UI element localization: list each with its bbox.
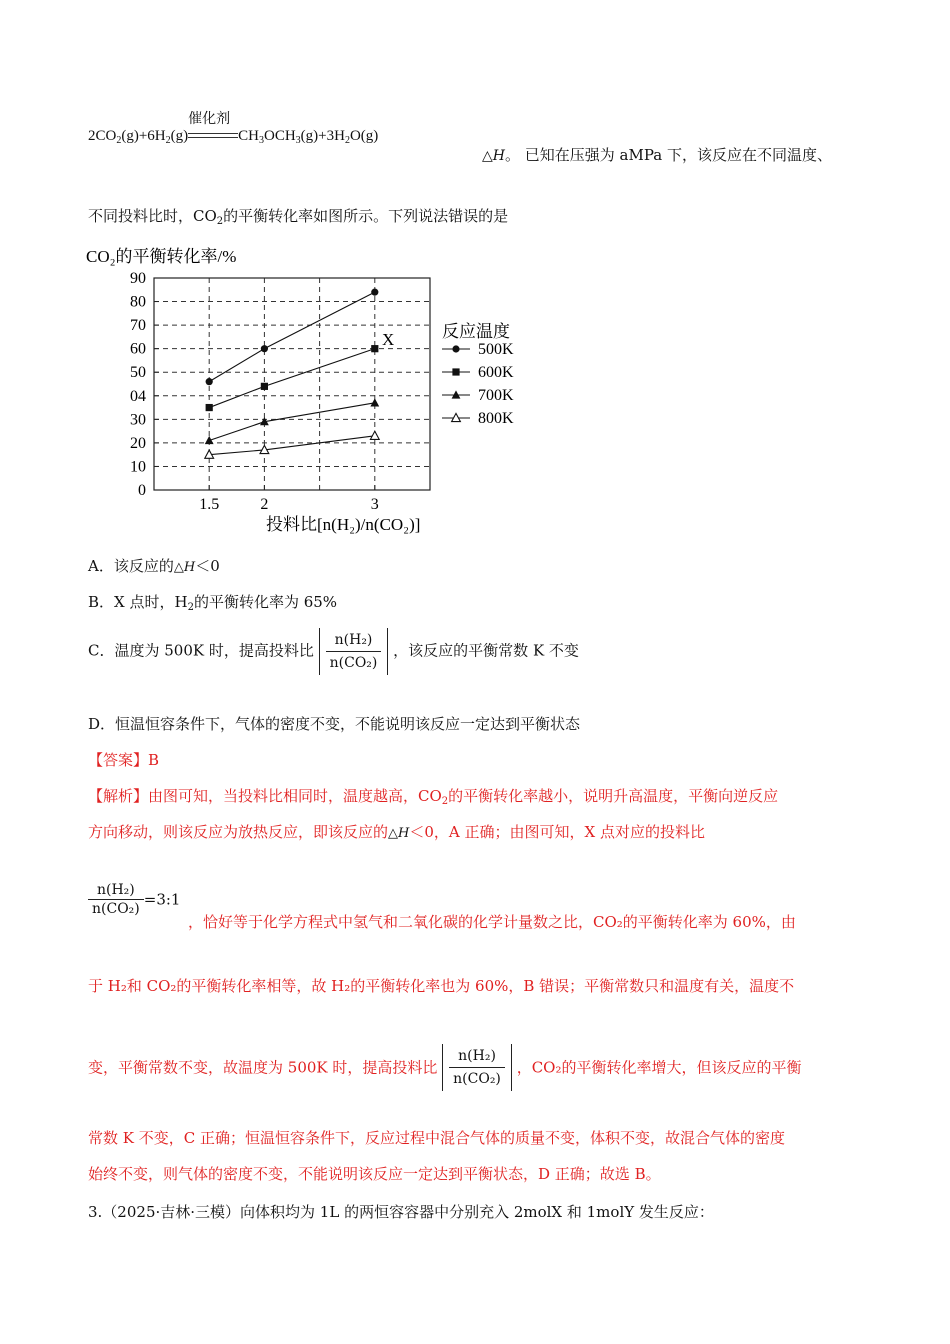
answer-value: B (148, 751, 160, 769)
data-point (452, 368, 459, 375)
legend-title: 反应温度 (442, 322, 510, 341)
analysis-text: 由图可知，当投料比相同时，温度越高，CO (148, 787, 442, 805)
intro-sub: 2 (216, 216, 224, 227)
x-tick-label: 1.5 (199, 496, 220, 513)
data-point (370, 398, 379, 406)
eq-sub: 3 (295, 135, 301, 146)
y-tick-label: 30 (130, 411, 146, 429)
analysis-line-7: 始终不变，则气体的密度不变，不能说明该反应一定达到平衡状态，D 正确；故选 B。 (88, 1165, 661, 1183)
analysis-line-2 (88, 822, 705, 844)
ratio-value: =3:1 (143, 890, 181, 909)
fraction-denominator: n(CO₂) (326, 651, 382, 673)
analysis-line-4: 于 H₂和 CO₂的平衡转化率相等，故 H₂的平衡转化率也为 60%，B 错误；平衡常数只和温度有关，温度不 (88, 977, 795, 995)
x-tick-label: 3 (370, 496, 379, 513)
legend-label: 800K (478, 410, 514, 427)
x-axis-ticks (199, 485, 379, 513)
eq-lhs: 2CO (88, 128, 117, 144)
point-annotation: X (382, 330, 395, 349)
intro-post: 的平衡转化率如图所示。下列说法错误的是 (223, 207, 509, 225)
eq-sub: 2 (344, 135, 350, 146)
fraction-numerator: n(H₂) (458, 1048, 496, 1064)
option-b-post: 的平衡转化率为 65% (193, 593, 338, 611)
chart-xlabel: 投料比[n(H₂)/n(CO₂)] (266, 515, 421, 534)
analysis-line-1: 【解析】由图可知，当投料比相同时，温度越高，$CO_2$的平衡转化率越小，说明升高温度，平衡向逆反应 (88, 787, 779, 807)
eq-part: CH (238, 128, 259, 144)
ratio-fraction (88, 882, 144, 917)
delta-h: △H (173, 560, 196, 575)
series-line (209, 349, 375, 408)
y-tick-label: 80 (130, 293, 146, 311)
intro-line-2 (88, 206, 508, 232)
trail-text: 。 已知在压强为 aMPa 下，该反应在不同温度、 (504, 146, 832, 164)
series-line (209, 292, 375, 382)
ratio-fraction (326, 630, 382, 673)
eq-part: OCH (263, 128, 296, 144)
series-line (209, 436, 375, 455)
option-b (88, 592, 337, 618)
plot-frame (154, 278, 430, 490)
series-600K (206, 345, 379, 411)
data-point (206, 404, 213, 411)
legend-label: 600K (478, 364, 514, 381)
legend-label: 500K (478, 341, 514, 358)
data-point (371, 289, 378, 296)
data-point (261, 345, 268, 352)
y-tick-label: 20 (130, 434, 146, 452)
fraction-numerator: n(H₂) (96, 882, 135, 898)
data-point (371, 345, 378, 352)
chart-series (205, 289, 379, 459)
delta-h: △H (388, 826, 410, 841)
analysis-line-3: ，恰好等于化学方程式中氢气和二氧化碳的化学计量数之比，CO₂的平衡转化率为 60%，由 (188, 913, 796, 931)
fraction-numerator: n(H₂) (334, 632, 373, 648)
analysis-text: ，CO₂的平衡转化率增大，但该反应的平衡 (516, 1058, 802, 1077)
option-a-post: ＜0 (195, 557, 220, 575)
series-line (209, 403, 375, 441)
analysis-line-5 (88, 1044, 801, 1091)
catalyst-label: 催化剂 (188, 111, 231, 127)
next-question: 3.（2025·吉林·三模）向体积均为 1L 的两恒容容器中分别充入 2molX 和 1molY 发生反应： (88, 1203, 714, 1221)
analysis-text: 变，平衡常数不变，故温度为 500K 时，提高投料比 (88, 1058, 438, 1077)
intro-pre: 不同投料比时，CO (88, 207, 217, 225)
y-tick-label: 70 (130, 317, 146, 335)
reaction-equation (88, 111, 379, 146)
y-tick-label: 90 (130, 270, 146, 287)
option-d: D．恒温恒容条件下，气体的密度不变，不能说明该反应一定达到平衡状态 (88, 715, 581, 733)
eq-part: (g)+6H (121, 128, 166, 144)
eq-sub: 2 (116, 135, 122, 146)
eq-part: (g)+3H (300, 128, 345, 144)
option-c-post: ，该反应的平衡常数 K 不变 (393, 641, 579, 660)
option-b-pre: B．X 点时，H (88, 593, 188, 611)
option-a (88, 556, 220, 578)
analysis-text: 的平衡转化率越小，说明升高温度，平衡向逆反应 (448, 787, 779, 805)
option-c (88, 628, 579, 675)
series-500K (206, 289, 379, 386)
conversion-chart (80, 240, 550, 540)
answer-label: 【答案】 (88, 751, 149, 769)
analysis-line-6: 常数 K 不变，C 正确；恒温恒容条件下，反应过程中混合气体的质量不变，体积不变，故混合气体的密度 (88, 1129, 785, 1147)
y-tick-label: 04 (130, 387, 146, 405)
ratio-bracket (319, 628, 389, 675)
chart-title: CO₂的平衡转化率/% (86, 247, 237, 266)
analysis-label: 【解析】 (88, 787, 149, 805)
ratio-bracket (442, 1044, 512, 1091)
y-tick-label: 0 (138, 482, 146, 499)
chart-legend (442, 322, 514, 427)
ratio-equation (88, 882, 180, 917)
data-point (206, 378, 213, 385)
fraction-denominator: n(CO₂) (449, 1067, 505, 1089)
y-tick-label: 10 (130, 458, 146, 476)
series-700K (205, 398, 379, 444)
chart-grid (154, 278, 430, 490)
answer-line (88, 750, 159, 770)
y-tick-label: 60 (130, 340, 146, 358)
option-b-sub: 2 (187, 602, 194, 613)
series-800K (205, 431, 379, 458)
data-point (370, 431, 379, 439)
legend-label: 700K (478, 387, 514, 404)
analysis-text: 方向移动，则该反应为放热反应，即该反应的 (88, 823, 389, 841)
option-c-pre: C．温度为 500K 时，提高投料比 (88, 641, 314, 660)
ratio-fraction (449, 1046, 505, 1089)
y-tick-label: 50 (130, 364, 146, 382)
data-point (261, 383, 268, 390)
eq-part: O(g) (349, 128, 379, 144)
analysis-text: ＜0，A 正确；由图可知，X 点对应的投料比 (409, 823, 705, 841)
x-tick-label: 2 (260, 496, 269, 513)
delta-h: △H (482, 148, 505, 164)
fraction-denominator: n(CO₂) (88, 899, 144, 917)
catalyst-arrow (188, 111, 238, 144)
eq-part: (g) (170, 128, 189, 144)
equation-trail (482, 145, 832, 166)
option-a-pre: A．该反应的 (88, 557, 174, 575)
y-axis-ticks (130, 270, 159, 499)
data-point (452, 345, 459, 352)
eq-sub: 3 (258, 135, 264, 146)
eq-sub: 2 (165, 135, 171, 146)
